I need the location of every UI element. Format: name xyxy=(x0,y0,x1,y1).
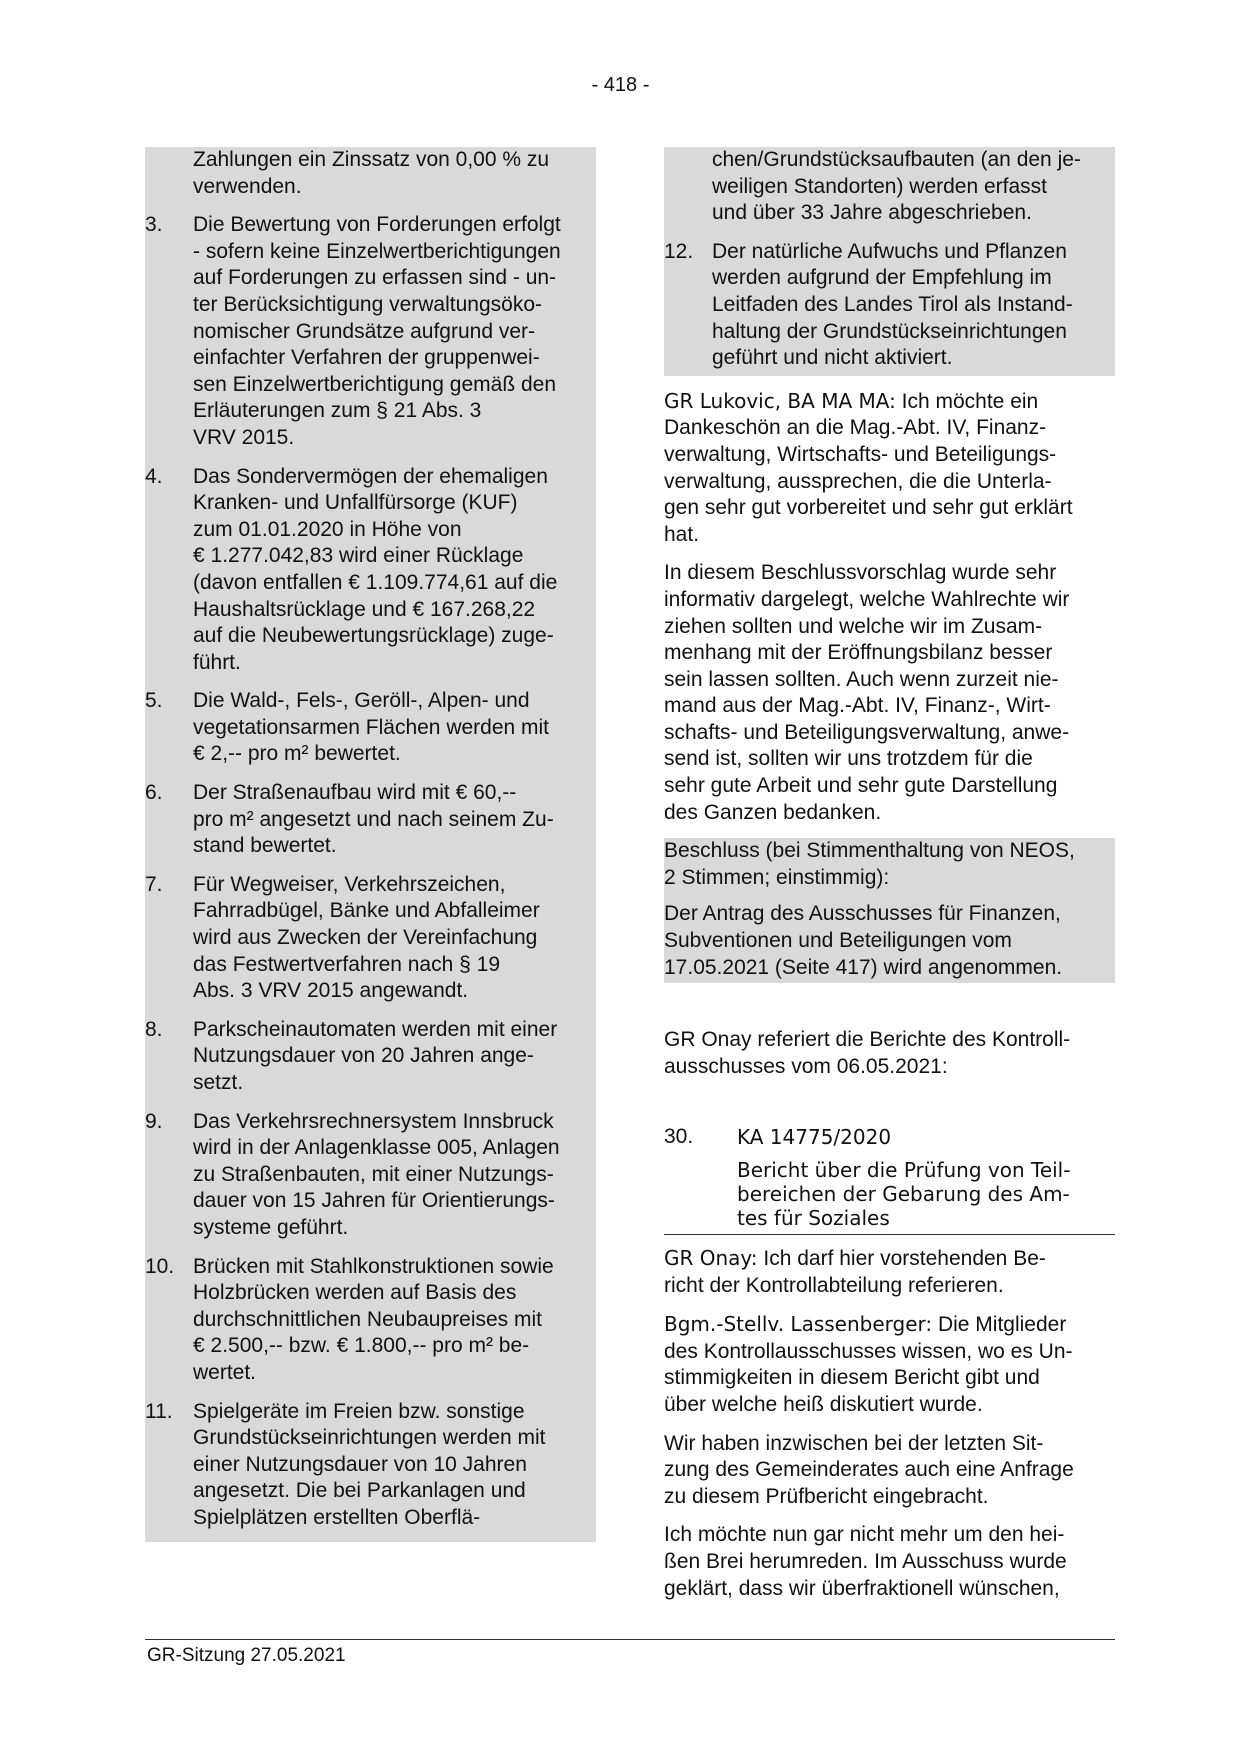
left-continuation: Zahlungen ein Zinssatz von 0,00 % zu verwenden. xyxy=(193,148,550,198)
left-column xyxy=(145,147,596,1542)
page-number: - 418 - xyxy=(591,74,650,96)
paragraph-inquiry: Wir haben inzwischen bei der letzten Sit- zung des Gemeinderates auch eine Anfrage zu diesem Prüfbericht eingebracht. xyxy=(664,1431,1074,1508)
list-item-number: 6. xyxy=(145,781,163,805)
onay-paragraph: GR Onay: Ich darf hier vorstehenden Be- richt der Kontrollabteilung referieren. xyxy=(664,1246,1046,1297)
list-item-number: 3. xyxy=(145,213,163,237)
list-item-number: 9. xyxy=(145,1109,163,1133)
list-item-8: 8. Parkscheinautomaten werden mit einer Nutzungsdauer von 20 Jahren ange- setzt. xyxy=(145,1017,596,1097)
right-continuation: chen/Grundstücksaufbauten (an den je- weiligen Standorten) werden erfasst und über 33 Jahre abgeschrieben. xyxy=(712,148,1081,225)
list-item-4: 4. Das Sondervermögen der ehemaligen Kranken- und Unfallfürsorge (KUF) zum 01.01.2020 in Höhe von € 1.277.042,83 wird einer Rücklage (davon entfallen € 1.109.774,61 auf die Haushaltsrücklage und € 167.268,22 auf die Neubewertungsrücklage) zuge- führt. xyxy=(145,464,596,677)
list-item-number: 5. xyxy=(145,689,163,713)
list-item-11: 11. Spielgeräte im Freien bzw. sonstige Grundstückseinrichtungen werden mit einer Nutzungsdauer von 10 Jahren angesetzt. Die bei Parkanlagen und Spielplätzen erstellten Oberflä- xyxy=(145,1399,596,1532)
resolution-heading: Beschluss (bei Stimmenthaltung von NEOS, 2 Stimmen; einstimmig): xyxy=(664,839,1075,889)
list-item-9: 9. Das Verkehrsrechnersystem Innsbruck wird in der Anlagenklasse 005, Anlagen zu Straßenbauten, mit einer Nutzungs- dauer von 15 Jahren für Orientierungs- systeme geführt. xyxy=(145,1109,596,1242)
speaker-name: GR Onay: xyxy=(664,1246,758,1270)
lassenberger-paragraph: Bgm.-Stellv. Lassenberger: Die Mitglieder des Kontrollausschusses wissen, wo es Un- stimmigkeiten in diesem Bericht gibt und über welche heiß diskutiert wurde. xyxy=(664,1312,1073,1416)
paragraph-thanks: In diesem Beschlussvorschlag wurde sehr informativ dargelegt, welche Wahlrechte wir ziehen sollten und welche wir im Zusam- menhang mit der Eröffnungsbilanz besser sein lassen sollten. Auch wenn zurzeit nie- mand aus der Mag.-Abt. IV, Finanz-, Wirt- schafts- und Beteiligungsverwaltung, anwe- send ist, sollten wir uns trotzdem für die sehr gute Arbeit und sehr gute Darstellung des Ganzen bedanken. xyxy=(664,561,1070,824)
list-item-number: 4. xyxy=(145,464,163,488)
list-item-5: 5. Die Wald-, Fels-, Geröll-, Alpen- und vegetationsarmen Flächen werden mit € 2,-- pro m² bewertet. xyxy=(145,688,596,768)
list-item-7: 7. Für Wegweiser, Verkehrszeichen, Fahrradbügel, Bänke und Abfalleimer wird aus Zwecken der Vereinfachung das Festwertverfahren nach § 19 Abs. 3 VRV 2015 angewandt. xyxy=(145,872,596,1005)
agenda-intro: GR Onay referiert die Berichte des Kontroll- ausschusses vom 06.05.2021: xyxy=(664,1028,1071,1078)
list-item-12: 12. Der natürliche Aufwuchs und Pflanzen werden aufgrund der Empfehlung im Leitfaden des Landes Tirol als Instand- haltung der Grundstückseinrichtungen geführt und nicht aktiviert. xyxy=(664,239,1073,370)
list-item-6: 6. Der Straßenaufbau wird mit € 60,-- pro m² angesetzt und nach seinem Zu- stand bewertet. xyxy=(145,780,596,860)
right-column xyxy=(664,147,1115,1602)
left-item-list xyxy=(145,212,596,1531)
lukovic-paragraph: GR Lukovic, BA MA MA: Ich möchte ein Dankeschön an die Mag.-Abt. IV, Finanz- verwaltung, Wirtschafts- und Beteiligungs- verwaltung, aussprechen, die die Unterla- gen sehr gut vorbereitet und sehr gut erklärt hat. xyxy=(664,388,1073,546)
agenda-code: KA 14775/2020 xyxy=(737,1125,892,1150)
list-item-number: 11. xyxy=(145,1399,173,1423)
agenda-title: Bericht über die Prüfung von Teil- bereichen der Gebarung des Am- tes für Soziales xyxy=(737,1158,1071,1230)
speaker-name: GR Lukovic, BA MA MA: xyxy=(664,388,896,413)
right-shaded-block xyxy=(664,147,1115,376)
list-item-number: 10. xyxy=(145,1254,175,1278)
list-item-number: 8. xyxy=(145,1017,163,1041)
resolution-block xyxy=(664,838,1115,983)
list-item-3: 3. Die Bewertung von Forderungen erfolgt - sofern keine Einzelwertberichtigungen auf Forderungen zu erfassen sind - un- ter Berücksichtigung verwaltungsöko- nomischer Grundsätze aufgrund ver- einfachter Verfahren der gruppenwei- sen Einzelwertberichtigung gemäß den Erläuterungen zum § 21 Abs. 3 VRV 2015. xyxy=(145,212,596,451)
list-item-10: 10. Brücken mit Stahlkonstruktionen sowie Holzbrücken werden auf Basis des durchschnittlichen Neubaupreises mit € 2.500,-- bzw. € 1.800,-- pro m² be- wertet. xyxy=(145,1254,596,1387)
agenda-item-30: 30. KA 14775/2020 Bericht über die Prüfung von Teil- bereichen der Gebarung des Am- tes für Soziales xyxy=(664,1125,1071,1230)
speaker-name: Bgm.-Stellv. Lassenberger: xyxy=(664,1312,933,1337)
list-item-number: 7. xyxy=(145,872,163,896)
paragraph-closing: Ich möchte nun gar nicht mehr um den hei- ßen Brei herumreden. Im Ausschuss wurde geklärt, dass wir überfraktionell wünschen, xyxy=(664,1523,1067,1600)
footer-divider xyxy=(145,1639,1115,1640)
footer-session-date: GR-Sitzung 27.05.2021 xyxy=(147,1645,346,1666)
resolution-text: Der Antrag des Ausschusses für Finanzen, Subventionen und Beteiligungen vom 17.05.2021 (Seite 417) wird angenommen. xyxy=(664,902,1063,979)
